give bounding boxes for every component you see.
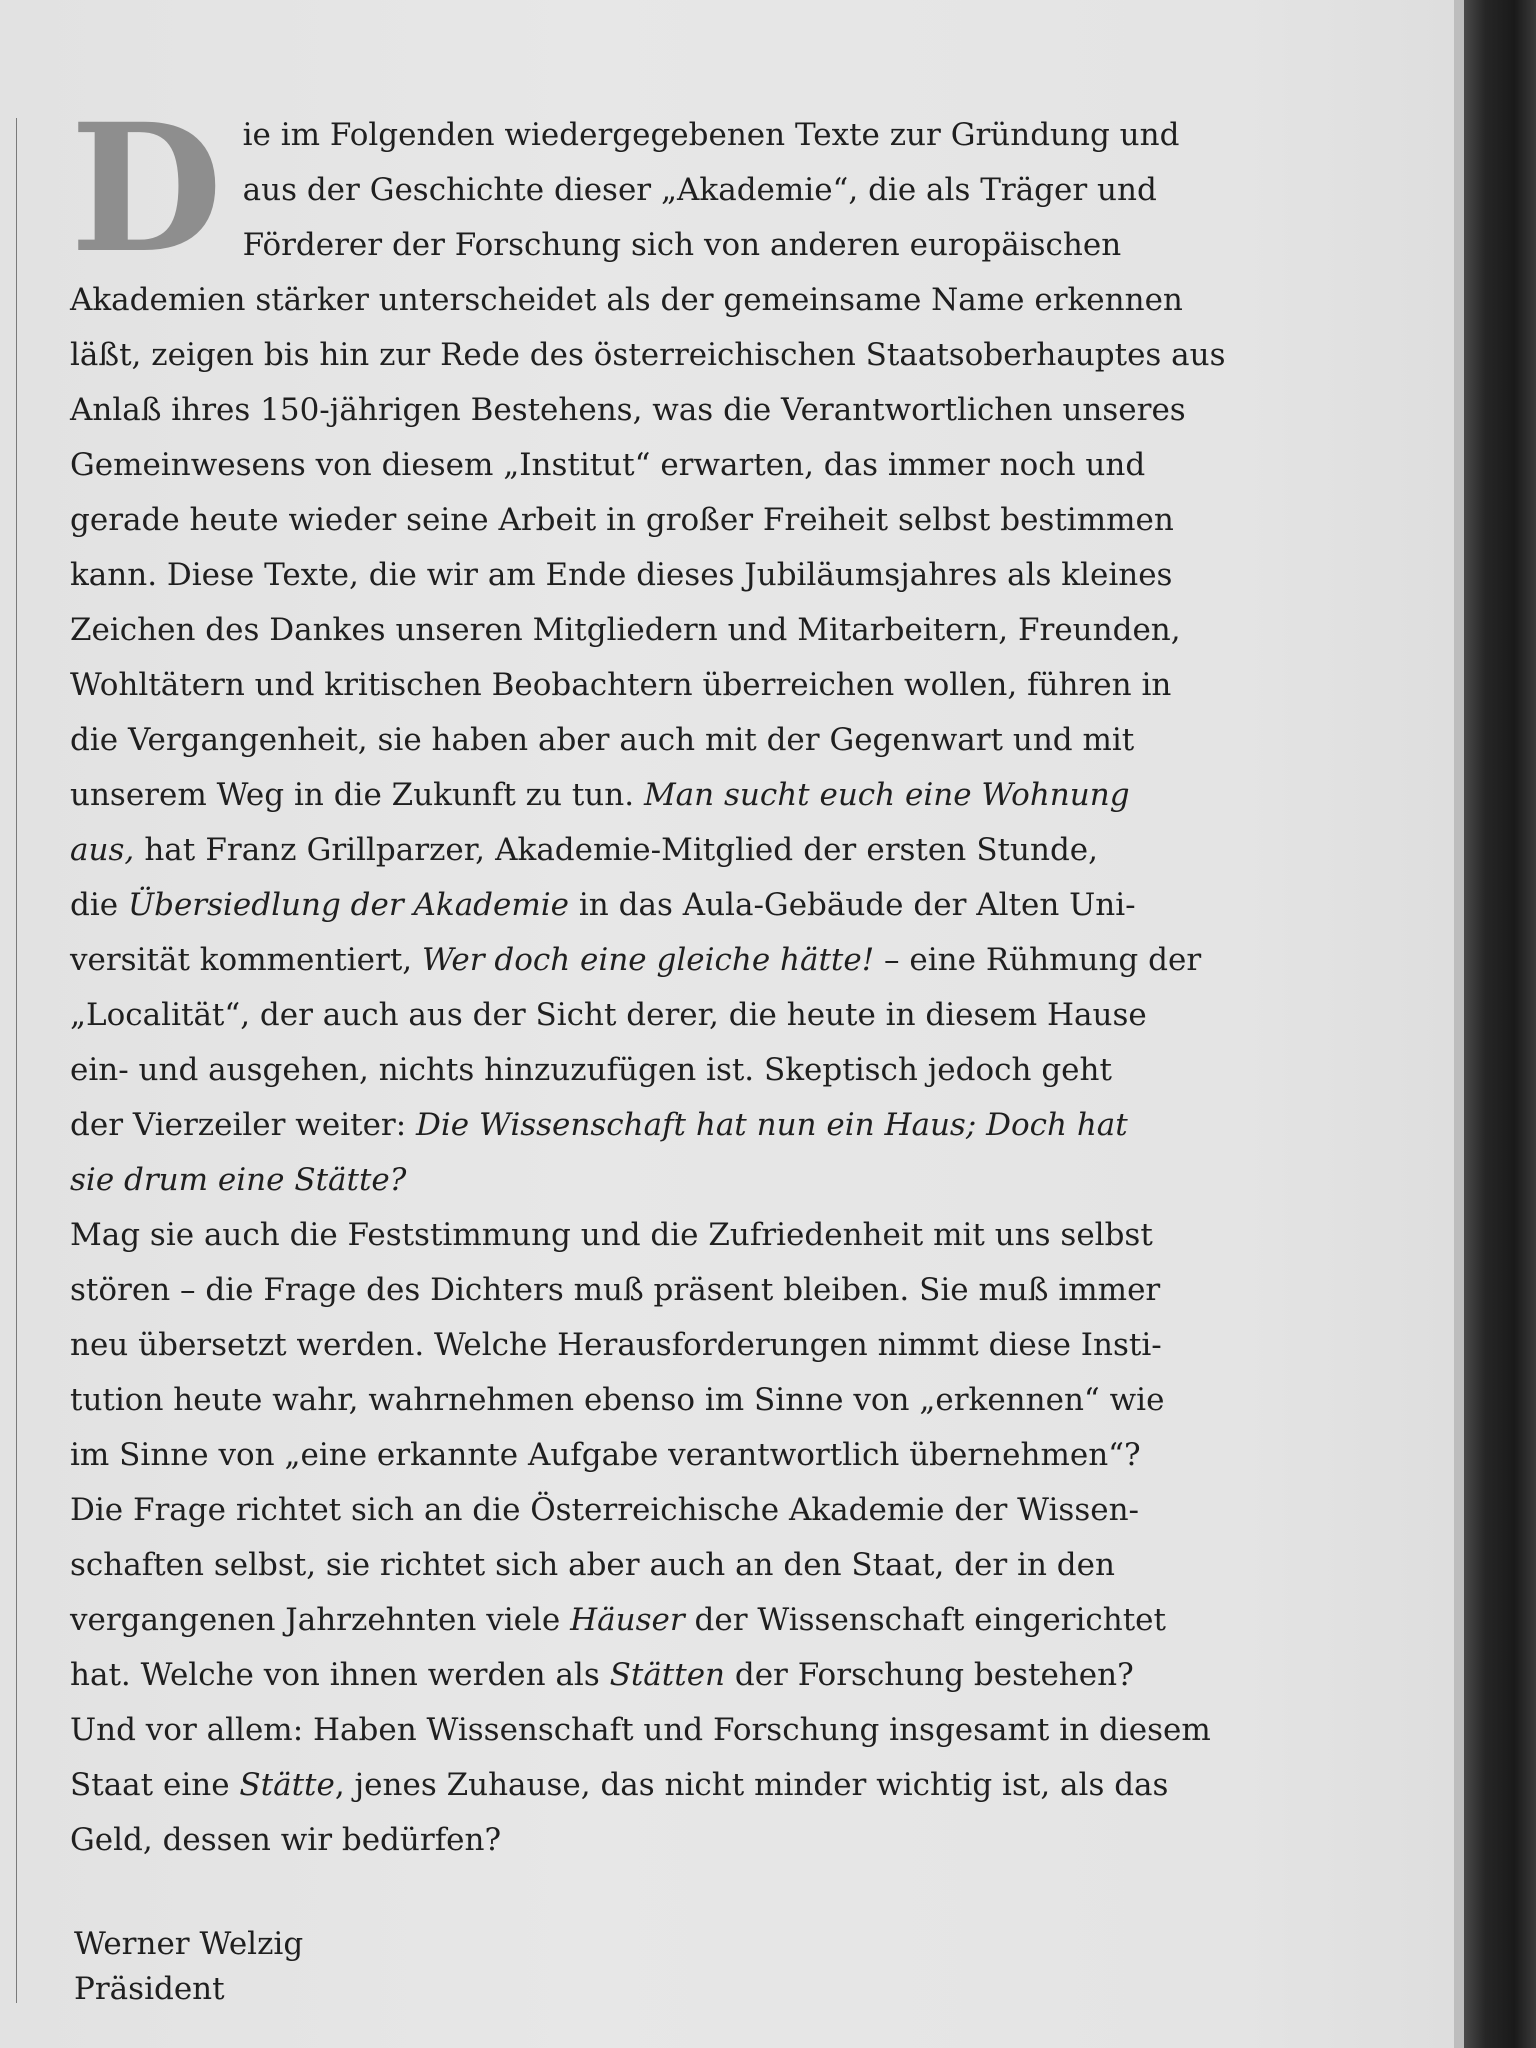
text-line bbox=[70, 163, 1157, 218]
text-line bbox=[70, 1483, 1140, 1538]
drop-cap: D bbox=[70, 85, 223, 292]
text-line bbox=[70, 1428, 1141, 1483]
text-run: Und vor allem: Haben Wissenschaft und Forschung insgesamt in diesem bbox=[70, 1712, 1211, 1748]
italic-quote: Übersiedlung der Akademie bbox=[127, 887, 570, 923]
text-run: ein- und ausgehen, nichts hinzuzufügen ist. Skeptisch jedoch geht bbox=[70, 1052, 1112, 1088]
text-run: , jenes Zuhause, das nicht minder wichtig ist, als das bbox=[334, 1767, 1169, 1803]
text-line bbox=[70, 988, 1147, 1043]
italic-quote: Stätte bbox=[239, 1767, 335, 1803]
text-line bbox=[70, 658, 1172, 713]
text-line bbox=[70, 1318, 1162, 1373]
text-line bbox=[70, 603, 1181, 658]
text-line bbox=[70, 1648, 1134, 1703]
text-line bbox=[70, 1098, 1128, 1153]
text-run: kann. Diese Texte, die wir am Ende dieses Jubiläumsjahres als kleines bbox=[70, 557, 1173, 593]
text-run: läßt, zeigen bis hin zur Rede des österreichischen Staatsoberhauptes aus bbox=[70, 337, 1226, 373]
text-run: aus der Geschichte dieser „Akademie“, die als Träger und bbox=[242, 172, 1157, 208]
text-line bbox=[70, 108, 1180, 163]
text-run: Die Frage richtet sich an die Österreichische Akademie der Wissen- bbox=[70, 1492, 1140, 1528]
italic-quote: Man sucht euch eine Wohnung bbox=[643, 777, 1130, 813]
text-run: der Forschung bestehen? bbox=[725, 1657, 1134, 1693]
text-run: tution heute wahr, wahrnehmen ebenso im Sinne von „erkennen“ wie bbox=[70, 1382, 1165, 1418]
text-run: vergangenen Jahrzehnten viele bbox=[70, 1602, 571, 1638]
text-line bbox=[70, 1703, 1211, 1758]
text-line bbox=[70, 1263, 1161, 1318]
text-run: – eine Rühmung der bbox=[874, 942, 1202, 978]
text-run: neu übersetzt werden. Welche Herausforderungen nimmt diese Insti- bbox=[70, 1327, 1162, 1363]
signature-title: Präsident bbox=[74, 1971, 225, 2007]
text-line bbox=[70, 1153, 1098, 1208]
text-line bbox=[70, 1373, 1165, 1428]
italic-quote: Stätten bbox=[609, 1657, 726, 1693]
text-line bbox=[70, 493, 1174, 548]
page-edge bbox=[1454, 0, 1464, 2048]
body-text bbox=[70, 85, 1226, 1868]
text-run: schaften selbst, sie richtet sich aber auch an den Staat, der in den bbox=[70, 1547, 1115, 1583]
text-line bbox=[70, 1208, 1153, 1263]
italic-quote: sie drum eine Stätte? bbox=[70, 1162, 407, 1198]
text-run: gerade heute wieder seine Arbeit in großer Freiheit selbst bestimmen bbox=[70, 502, 1174, 538]
signature-block bbox=[74, 1922, 303, 2012]
text-run: Wohltätern und kritischen Beobachtern überreichen wollen, führen in bbox=[70, 667, 1172, 703]
text-run: Anlaß ihres 150-jährigen Bestehens, was die Verantwortlichen unseres bbox=[70, 392, 1186, 428]
text-run: in das Aula-Gebäude der Alten Uni- bbox=[569, 887, 1136, 923]
text-line bbox=[70, 1593, 1166, 1648]
text-run: „Localität“, der auch aus der Sicht derer, die heute in diesem Hause bbox=[70, 997, 1147, 1033]
text-line bbox=[70, 273, 1183, 328]
text-line bbox=[70, 218, 1122, 273]
text-line bbox=[70, 383, 1186, 438]
italic-quote: Die Wissenschaft hat nun ein Haus; Doch hat bbox=[416, 1107, 1128, 1143]
text-line bbox=[70, 1043, 1112, 1098]
text-run: Geld, dessen wir bedürfen? bbox=[70, 1822, 502, 1858]
text-run: Mag sie auch die Feststimmung und die Zufriedenheit mit uns selbst bbox=[70, 1217, 1153, 1253]
text-run: Förderer der Forschung sich von anderen europäischen bbox=[242, 227, 1122, 263]
text-run: stören – die Frage des Dichters muß präsent bleiben. Sie muß immer bbox=[70, 1272, 1161, 1308]
text-run: ie im Folgenden wiedergegebenen Texte zur Gründung und bbox=[242, 117, 1180, 153]
text-run: die bbox=[70, 887, 128, 923]
text-run: versität kommentiert, bbox=[70, 942, 423, 978]
text-line bbox=[70, 933, 1202, 988]
text-run: Zeichen des Dankes unseren Mitgliedern und Mitarbeitern, Freunden, bbox=[70, 612, 1181, 648]
text-run: Staat eine bbox=[70, 1767, 240, 1803]
text-run: im Sinne von „eine erkannte Aufgabe verantwortlich übernehmen“? bbox=[70, 1437, 1141, 1473]
margin-rule bbox=[16, 118, 17, 2003]
text-line bbox=[70, 878, 1136, 933]
text-run: der Wissenschaft eingerichtet bbox=[684, 1602, 1166, 1638]
text-run: hat. Welche von ihnen werden als bbox=[70, 1657, 610, 1693]
italic-quote: Wer doch eine gleiche hätte! bbox=[422, 942, 875, 978]
text-run: unserem Weg in die Zukunft zu tun. bbox=[70, 777, 644, 813]
signature-name: Werner Welzig bbox=[74, 1926, 304, 1962]
text-run: die Vergangenheit, sie haben aber auch mit der Gegenwart und mit bbox=[70, 722, 1135, 758]
text-run: Gemeinwesens von diesem „Institut“ erwarten, das immer noch und bbox=[70, 447, 1146, 483]
text-line bbox=[70, 548, 1173, 603]
text-line bbox=[70, 1813, 1098, 1868]
text-line bbox=[70, 328, 1226, 383]
text-line bbox=[70, 713, 1135, 768]
text-run: der Vierzeiler weiter: bbox=[70, 1107, 417, 1143]
book-cover bbox=[1464, 0, 1536, 2048]
italic-quote: Häuser bbox=[570, 1602, 685, 1638]
text-run: hat Franz Grillparzer, Akademie-Mitglied der ersten Stunde, bbox=[134, 832, 1098, 868]
text-line bbox=[70, 1758, 1169, 1813]
text-line bbox=[70, 768, 1130, 823]
text-line bbox=[70, 438, 1146, 493]
text-line bbox=[70, 1538, 1115, 1593]
italic-quote: aus, bbox=[70, 832, 135, 868]
text-line bbox=[70, 823, 1098, 878]
text-run: Akademien stärker unterscheidet als der gemeinsame Name erkennen bbox=[70, 282, 1183, 318]
